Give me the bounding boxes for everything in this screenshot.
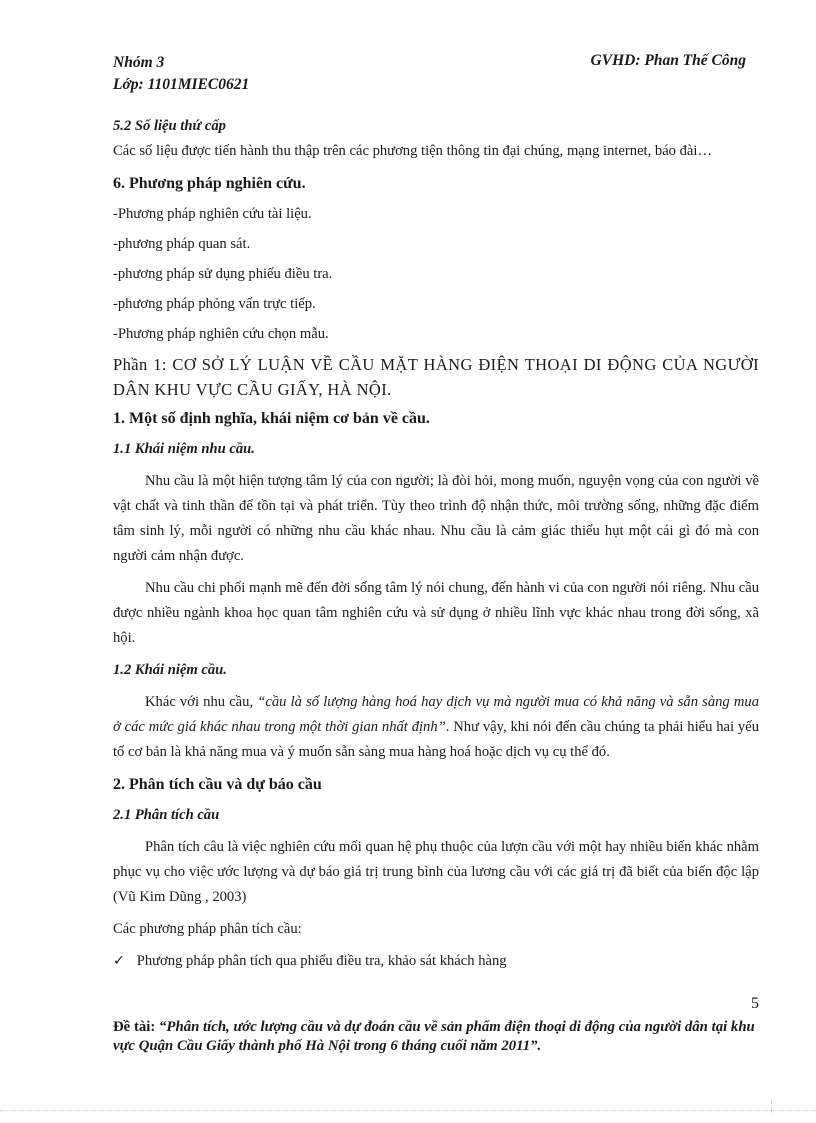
subsection-1-1-paragraph-1: Nhu cầu là một hiện tượng tâm lý của con người; là đòi hỏi, mong muốn, nguyện vọng của con người về vật chất và tinh thần để tồn tại và phát triển. Tùy theo trình độ nhận thức, môi trường sống, những đặc điểm tâm sinh lý, mỗi người có những nhu cầu khác nhau. Nhu cầu là cảm giác thiếu hụt một cái gì đó mà con người cảm nhận được.: [113, 473, 759, 564]
subsection-2-1-paragraph: Phân tích câu là việc nghiên cứu mối quan hệ phụ thuộc của lượn cầu với một hay nhiều biến khác nhằm phục vụ cho việc ước lượng và dự báo giá trị trung bình của lương cầu với các giá trị đã biết của biến độc lập (Vũ Kim Dũng , 2003): [113, 839, 759, 905]
footer-label: Đề tài:: [113, 1019, 160, 1035]
method-item: -Phương pháp nghiên cứu chọn mẫu.: [113, 326, 329, 342]
subsection-1-1-title: 1.1 Khái niệm nhu cầu.: [113, 441, 255, 457]
page-number: 5: [751, 995, 759, 1012]
part-1-title: Phần 1: CƠ SỞ LÝ LUẬN VỀ CẦU MẶT HÀNG ĐIỆN THOẠI DI ĐỘNG CỦA NGƯỜI DÂN KHU VỰC CẦU GIẤY, HÀ NỘI.: [113, 355, 759, 399]
section-2-title: 2. Phân tích cầu và dự báo cầu: [113, 776, 322, 793]
page-bottom-divider: [0, 1110, 816, 1111]
header-class: Lớp: 1101MIEC0621: [113, 76, 250, 93]
page-body: [113, 114, 759, 974]
method-item: -phương pháp phỏng vấn trực tiếp.: [113, 296, 316, 312]
definition-rest: . Như vậy, khi nói đến cầu chúng ta phải hiểu hai yếu tố cơ bản là khả năng mua và ý muốn sẵn sàng mua hàng hoá hoặc dịch vụ cụ thể đó.: [113, 719, 760, 760]
section-5-2-title: 5.2 Số liệu thứ cấp: [113, 118, 226, 134]
definition-intro: Khác với nhu cầu,: [145, 694, 258, 710]
subsection-1-1-paragraph-2: Nhu cầu chi phối mạnh mẽ đến đời sống tâm lý nói chung, đến hành vi của con người nói riêng. Nhu cầu được nhiều ngành khoa học quan tâm nghiên cứu và sử dụng ở nhiều lĩnh vực khác nhau trong đời sống, xã hội.: [113, 580, 759, 646]
subsection-1-2-title: 1.2 Khái niệm cầu.: [113, 662, 227, 678]
footer-topic-text: “Phân tích, ước lượng cầu và dự đoán cầu về sản phẩm điện thoại di động của người dân tại khu vực Quận Cầu Giấy thành phố Hà Nội trong 6 tháng cuối năm 2011”.: [113, 1019, 755, 1054]
header-left: [113, 52, 249, 96]
footer-topic: [113, 1018, 763, 1056]
subsection-2-1-title: 2.1 Phân tích cầu: [113, 807, 220, 823]
header-advisor: GVHD: Phan Thế Công: [590, 52, 746, 69]
header-group: Nhóm 3: [113, 54, 165, 71]
section-5-2-text: Các số liệu được tiến hành thu thập trên các phương tiện thông tin đại chúng, mạng internet, báo đài…: [113, 143, 713, 159]
method-item: -Phương pháp nghiên cứu tài liệu.: [113, 206, 312, 222]
analysis-method-item: [113, 949, 759, 974]
method-item: -phương pháp quan sát.: [113, 236, 251, 252]
demand-definition-quote: “cầu là số lượng hàng hoá hay dịch vụ mà người mua có khả năng và sẵn sàng mua ở các mức giá khác nhau trong một thời gian nhất định”: [113, 694, 759, 735]
subsection-1-2-paragraph: [113, 690, 759, 765]
analysis-method-text: Phương pháp phân tích qua phiếu điều tra, khảo sát khách hàng: [136, 953, 507, 969]
page-corner-mark: [771, 1100, 772, 1114]
checkmark-icon: ✓: [113, 953, 125, 969]
method-item: -phương pháp sử dụng phiếu điều tra.: [113, 266, 333, 282]
analysis-methods-label: Các phương pháp phân tích cầu:: [113, 921, 302, 937]
section-1-title: 1. Một số định nghĩa, khái niệm cơ bản về cầu.: [113, 410, 430, 427]
section-6-title: 6. Phương pháp nghiên cứu.: [113, 175, 306, 192]
